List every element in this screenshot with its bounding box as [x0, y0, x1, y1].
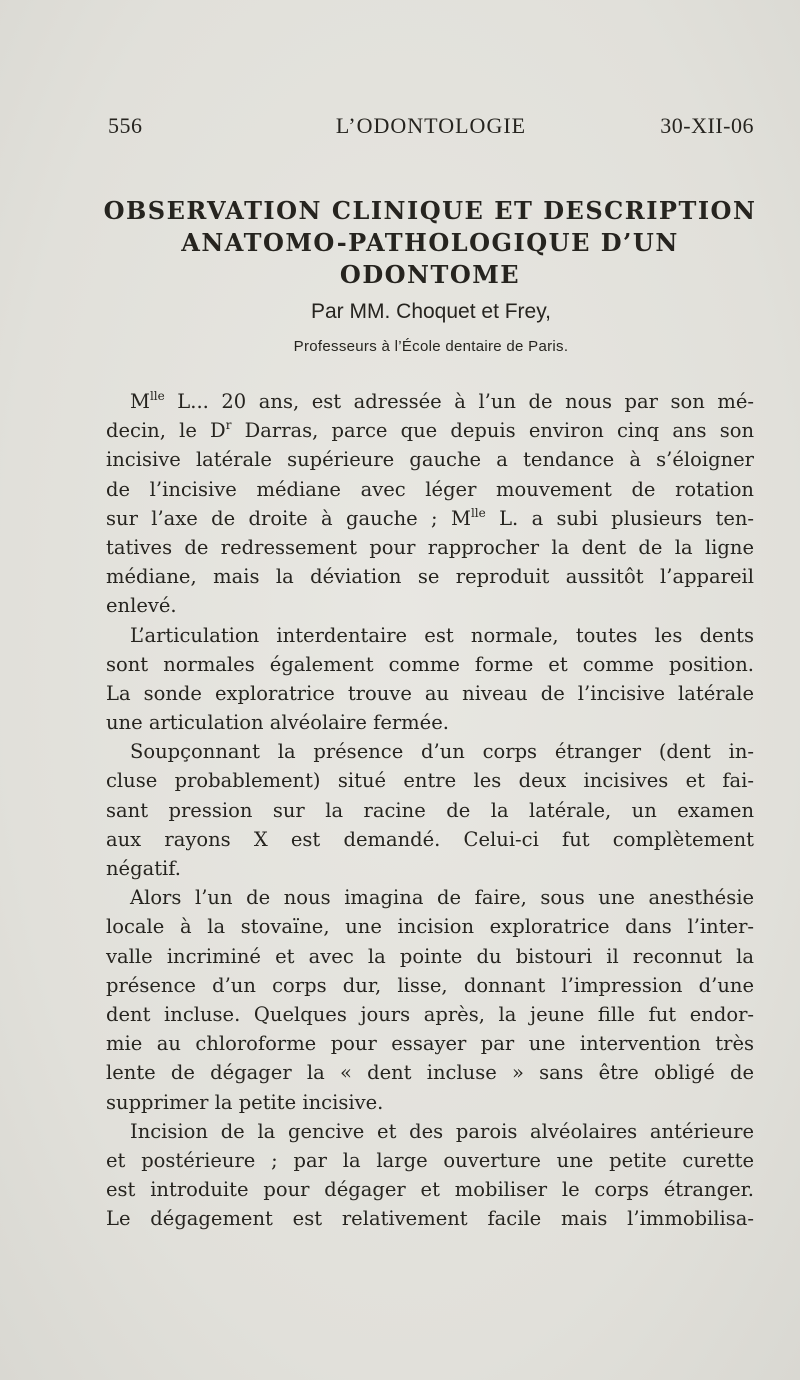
- body-line: La sonde exploratrice trouve au niveau de l’incisive latérale: [106, 681, 754, 705]
- article-body: [106, 387, 754, 1233]
- article-title: [100, 195, 760, 291]
- running-header: [108, 113, 754, 143]
- body-line: sant pression sur la racine de la latérale, un examen: [106, 798, 754, 822]
- body-line: et postérieure ; par la large ouverture une petite curette: [106, 1148, 754, 1172]
- title-line-3: ODONTOME: [339, 260, 521, 289]
- issue-date: 30-XII-06: [660, 113, 754, 138]
- body-line: $M^{lle}$ L... 20 ans, est adressée à l’un de nous par son mé-: [130, 389, 754, 413]
- body-line: Alors l’un de nous imagina de faire, sous une anesthésie: [130, 886, 754, 910]
- body-line: présence d’un corps dur, lisse, donnant l’impression d’une: [106, 973, 754, 997]
- body-line: enlevé.: [106, 594, 177, 618]
- body-line: tatives de redressement pour rapprocher la dent de la ligne: [106, 535, 754, 559]
- body-line: decin, le $D^r$ Darras, parce que depuis environ cinq ans son: [106, 418, 754, 443]
- body-line: médiane, mais la déviation se reproduit aussitôt l’appareil: [106, 565, 754, 589]
- body-line: locale à la stovaïne, une incision exploratrice dans l’inter-: [106, 915, 754, 939]
- authors-line: Par MM. Choquet et Frey,: [310, 300, 552, 323]
- body-line: mie au chloroforme pour essayer par une intervention très: [106, 1032, 754, 1056]
- body-line: sur l’axe de droite à gauche ; $M^{lle}$ L. a subi plusieurs ten-: [106, 505, 755, 530]
- body-line: supprimer la petite incisive.: [106, 1090, 384, 1114]
- body-line: négatif.: [106, 857, 182, 880]
- body-line: est introduite pour dégager et mobiliser le corps étranger.: [106, 1178, 754, 1202]
- body-line: dent incluse. Quelques jours après, la jeune fille fut endor-: [106, 1002, 754, 1026]
- body-line: L’articulation interdentaire est normale, toutes les dents: [130, 623, 754, 647]
- body-line: incisive latérale supérieure gauche a tendance à s’éloigner: [106, 448, 754, 472]
- body-line: valle incriminé et avec la pointe du bistouri il reconnut la: [106, 944, 754, 968]
- title-line-1: OBSERVATION CLINIQUE ET DESCRIPTION: [103, 196, 757, 225]
- body-line: Incision de la gencive et des parois alvéolaires antérieure: [130, 1119, 754, 1143]
- body-line: cluse probablement) situé entre les deux incisives et fai-: [106, 769, 754, 793]
- body-line: aux rayons X est demandé. Celui-ci fut complètement: [106, 827, 754, 851]
- body-line: de l’incisive médiane avec léger mouvement de rotation: [106, 477, 754, 501]
- body-line: Le dégagement est relativement facile mais l’immobilisa-: [106, 1207, 754, 1231]
- body-line: une articulation alvéolaire fermée.: [106, 711, 449, 735]
- body-line: sont normales également comme forme et comme position.: [106, 652, 754, 676]
- title-line-2: ANATOMO-PATHOLOGIQUE D’UN: [181, 228, 679, 257]
- body-line: Soupçonnant la présence d’un corps étranger (dent in-: [130, 740, 754, 764]
- journal-title: L’ODONTOLOGIE: [335, 113, 527, 138]
- body-line: lente de dégager la « dent incluse » sans être obligé de: [106, 1061, 754, 1085]
- affiliation-line: Professeurs à l’École dentaire de Paris.: [293, 338, 569, 355]
- page-number: 556: [108, 113, 143, 138]
